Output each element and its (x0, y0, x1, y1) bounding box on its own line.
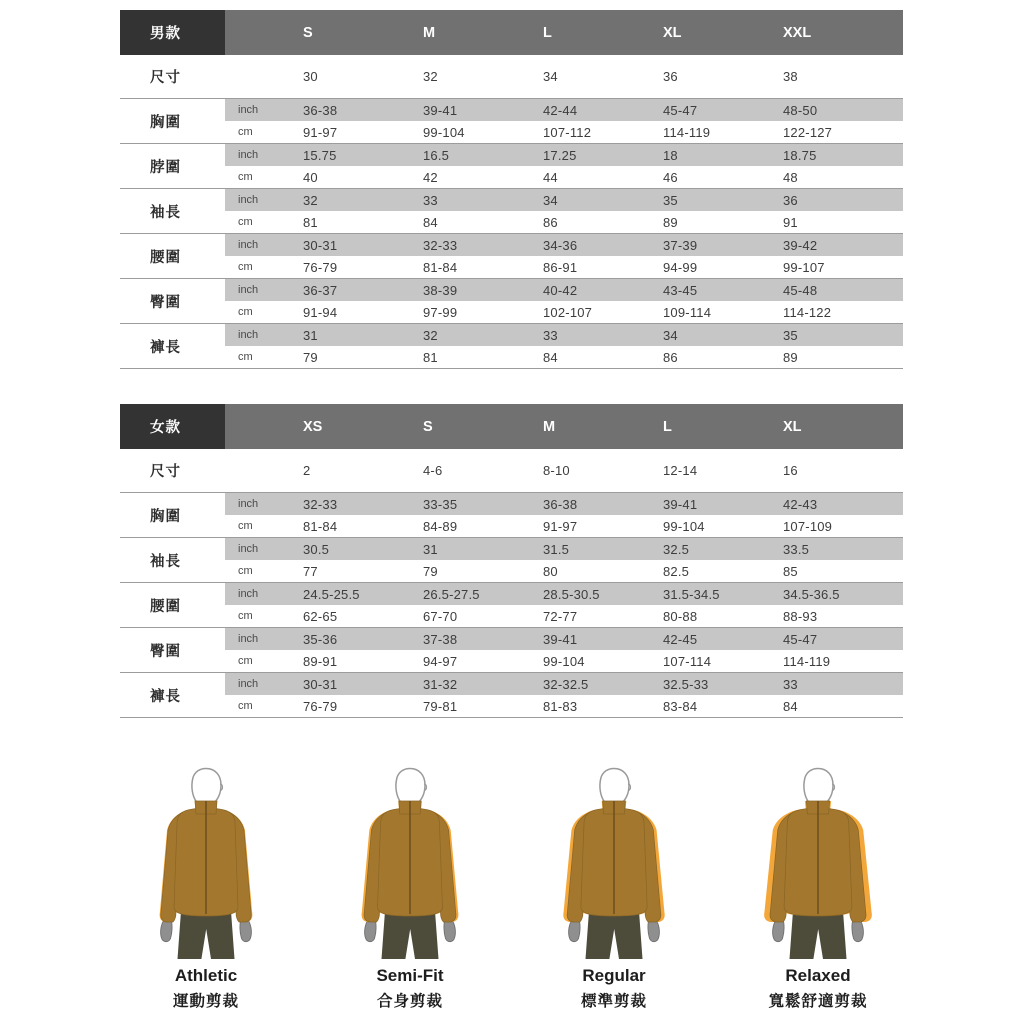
value-cell: 79-81 (423, 698, 458, 714)
pants-shape (790, 911, 847, 959)
size-value: 8-10 (543, 463, 570, 478)
size-tables (0, 10, 1024, 718)
unit-label-cm: cm (238, 700, 253, 712)
value-cell: 28.5-30.5 (543, 583, 663, 605)
value-cell: 32-32.5 (543, 673, 663, 695)
fit-card-regular (516, 762, 712, 1011)
value-cell: 36 (783, 189, 903, 211)
row-label: 臀圍 (120, 279, 225, 323)
measurement-row (120, 323, 903, 368)
row-label: 袖長 (120, 189, 225, 233)
value-cell: 31.5 (543, 538, 663, 560)
size-value: 16 (783, 463, 798, 478)
value-cell: 91-97 (543, 518, 578, 534)
value-cell: 35-36 (303, 628, 423, 650)
value-cell: 79 (423, 563, 438, 579)
value-cell: 89 (783, 349, 798, 365)
value-cell: 38-39 (423, 279, 543, 301)
row-label: 胸圍 (120, 493, 225, 537)
fit-figure-illustration (733, 762, 903, 962)
size-value: 2 (303, 463, 311, 478)
size-value: 30 (303, 69, 318, 84)
row-label: 尺寸 (150, 464, 181, 480)
value-cell: 42 (423, 169, 438, 185)
value-cell: 48-50 (783, 99, 903, 121)
value-cell: 16.5 (423, 144, 543, 166)
value-cell: 107-109 (783, 518, 833, 534)
value-cell: 72-77 (543, 608, 578, 624)
fit-label-zh: 合身剪裁 (376, 993, 443, 1010)
value-cell: 45-47 (663, 99, 783, 121)
value-cell: 32-33 (303, 493, 423, 515)
size-column-header: S (423, 404, 543, 449)
value-cell: 42-45 (663, 628, 783, 650)
value-cell: 42-43 (783, 493, 903, 515)
value-cell: 91 (783, 214, 798, 230)
size-column-header: XS (303, 404, 423, 449)
measurement-row (120, 537, 903, 582)
value-cell: 122-127 (783, 124, 833, 140)
value-cell: 99-104 (423, 124, 465, 140)
size-column-header: S (303, 10, 423, 55)
value-cell: 33 (783, 673, 903, 695)
fit-label-en: Athletic (174, 966, 238, 985)
value-cell: 94-99 (663, 259, 698, 275)
value-cell: 81-84 (303, 518, 338, 534)
size-table-men (120, 10, 903, 369)
value-cell: 32 (303, 189, 423, 211)
value-cell: 82.5 (663, 563, 690, 579)
unit-label-cm: cm (238, 351, 253, 363)
pants-shape (586, 911, 643, 959)
unit-label-cm: cm (238, 261, 253, 273)
row-label: 腰圍 (120, 234, 225, 278)
table-title: 男款 (120, 10, 225, 55)
value-cell: 32-33 (423, 234, 543, 256)
pants-shape (178, 911, 235, 959)
unit-label-cm: cm (238, 565, 253, 577)
value-cell: 39-41 (543, 628, 663, 650)
value-cell: 107-112 (543, 124, 592, 140)
value-cell: 37-38 (423, 628, 543, 650)
value-cell: 62-65 (303, 608, 338, 624)
fit-figure-illustration (529, 762, 699, 962)
value-cell: 32 (423, 324, 543, 346)
unit-label-inch: inch (225, 628, 303, 650)
value-cell: 15.75 (303, 144, 423, 166)
fit-label-zh: 標準剪裁 (580, 993, 647, 1010)
value-cell: 33-35 (423, 493, 543, 515)
value-cell: 24.5-25.5 (303, 583, 423, 605)
value-cell: 91-94 (303, 304, 338, 320)
value-cell: 67-70 (423, 608, 458, 624)
measurement-row (120, 627, 903, 672)
header-spacer (225, 10, 303, 55)
value-cell: 37-39 (663, 234, 783, 256)
value-cell: 26.5-27.5 (423, 583, 543, 605)
measurement-row (120, 143, 903, 188)
fit-card-relaxed (720, 762, 916, 1011)
value-cell: 81 (423, 349, 438, 365)
value-cell: 33 (543, 324, 663, 346)
fit-label-en: Relaxed (785, 966, 851, 985)
fit-label-zh: 運動剪裁 (172, 993, 239, 1010)
fit-label-en: Regular (582, 966, 646, 985)
row-label: 袖長 (120, 538, 225, 582)
value-cell: 80 (543, 563, 558, 579)
right-hand-shape (444, 919, 455, 942)
table-header (120, 10, 903, 55)
numeric-size-row (120, 55, 903, 98)
value-cell: 81-83 (543, 698, 578, 714)
size-column-header: XL (663, 10, 783, 55)
table-header (120, 404, 903, 449)
unit-label-inch: inch (225, 583, 303, 605)
value-cell: 46 (663, 169, 678, 185)
value-cell: 34 (543, 189, 663, 211)
value-cell: 107-114 (663, 653, 712, 669)
value-cell: 84 (423, 214, 438, 230)
value-cell: 45-48 (783, 279, 903, 301)
fit-card-athletic (108, 762, 304, 1011)
value-cell: 42-44 (543, 99, 663, 121)
left-hand-shape (365, 919, 376, 942)
unit-label-cm: cm (238, 216, 253, 228)
value-cell: 80-88 (663, 608, 698, 624)
fit-card-semi-fit (312, 762, 508, 1011)
value-cell: 85 (783, 563, 798, 579)
value-cell: 86-91 (543, 259, 578, 275)
value-cell: 76-79 (303, 698, 338, 714)
unit-label-inch: inch (225, 189, 303, 211)
value-cell: 86 (663, 349, 678, 365)
unit-spacer (225, 55, 303, 98)
value-cell: 32.5 (663, 538, 783, 560)
value-cell: 34.5-36.5 (783, 583, 903, 605)
measurement-row (120, 672, 903, 717)
value-cell: 39-41 (423, 99, 543, 121)
unit-spacer (225, 449, 303, 492)
value-cell: 81-84 (423, 259, 458, 275)
value-cell: 39-42 (783, 234, 903, 256)
size-column-header: M (423, 10, 543, 55)
value-cell: 35 (663, 189, 783, 211)
value-cell: 114-122 (783, 304, 832, 320)
size-column-header: XXL (783, 10, 903, 55)
measurement-row (120, 233, 903, 278)
unit-label-inch: inch (225, 324, 303, 346)
value-cell: 48 (783, 169, 798, 185)
right-hand-shape (852, 919, 863, 942)
unit-label-cm: cm (238, 610, 253, 622)
unit-label-inch: inch (225, 673, 303, 695)
value-cell: 97-99 (423, 304, 458, 320)
value-cell: 102-107 (543, 304, 593, 320)
right-hand-shape (648, 919, 659, 942)
measurement-row (120, 98, 903, 143)
unit-label-inch: inch (225, 234, 303, 256)
value-cell: 86 (543, 214, 558, 230)
fit-figure-illustration (325, 762, 495, 962)
value-cell: 89 (663, 214, 678, 230)
size-table-women (120, 404, 903, 718)
size-column-header: L (663, 404, 783, 449)
row-label: 褲長 (120, 673, 225, 717)
value-cell: 99-104 (543, 653, 585, 669)
value-cell: 79 (303, 349, 318, 365)
numeric-size-row (120, 449, 903, 492)
unit-label-inch: inch (225, 144, 303, 166)
fit-label-zh: 寬鬆舒適剪裁 (768, 993, 868, 1010)
value-cell: 33.5 (783, 538, 903, 560)
value-cell: 83-84 (663, 698, 698, 714)
value-cell: 31 (423, 538, 543, 560)
value-cell: 109-114 (663, 304, 712, 320)
value-cell: 84 (543, 349, 558, 365)
value-cell: 17.25 (543, 144, 663, 166)
value-cell: 35 (783, 324, 903, 346)
row-label: 腰圍 (120, 583, 225, 627)
value-cell: 43-45 (663, 279, 783, 301)
value-cell: 91-97 (303, 124, 338, 140)
size-value: 36 (663, 69, 678, 84)
unit-label-cm: cm (238, 520, 253, 532)
value-cell: 34 (663, 324, 783, 346)
value-cell: 18.75 (783, 144, 903, 166)
size-column-header: XL (783, 404, 903, 449)
unit-label-inch: inch (225, 493, 303, 515)
measurement-row (120, 188, 903, 233)
value-cell: 89-91 (303, 653, 338, 669)
unit-label-cm: cm (238, 126, 253, 138)
right-hand-shape (240, 919, 251, 942)
value-cell: 34-36 (543, 234, 663, 256)
header-spacer (225, 404, 303, 449)
value-cell: 114-119 (663, 124, 711, 140)
unit-label-inch: inch (225, 538, 303, 560)
size-value: 4-6 (423, 463, 443, 478)
value-cell: 18 (663, 144, 783, 166)
left-hand-shape (161, 919, 172, 942)
value-cell: 31.5-34.5 (663, 583, 783, 605)
value-cell: 81 (303, 214, 318, 230)
value-cell: 94-97 (423, 653, 458, 669)
value-cell: 76-79 (303, 259, 338, 275)
value-cell: 32.5-33 (663, 673, 783, 695)
value-cell: 31 (303, 324, 423, 346)
size-value: 32 (423, 69, 438, 84)
size-value: 38 (783, 69, 798, 84)
row-label: 脖圍 (120, 144, 225, 188)
row-label: 尺寸 (150, 70, 181, 86)
fit-figure-illustration (121, 762, 291, 962)
value-cell: 44 (543, 169, 558, 185)
value-cell: 99-107 (783, 259, 825, 275)
left-hand-shape (773, 919, 784, 942)
size-value: 12-14 (663, 463, 698, 478)
value-cell: 36-37 (303, 279, 423, 301)
row-label: 胸圍 (120, 99, 225, 143)
fit-guide (108, 762, 916, 1011)
value-cell: 30-31 (303, 234, 423, 256)
row-label: 臀圍 (120, 628, 225, 672)
value-cell: 36-38 (543, 493, 663, 515)
value-cell: 30-31 (303, 673, 423, 695)
value-cell: 40-42 (543, 279, 663, 301)
value-cell: 36-38 (303, 99, 423, 121)
size-column-header: M (543, 404, 663, 449)
measurement-row (120, 582, 903, 627)
fit-label-en: Semi-Fit (376, 966, 444, 985)
row-label: 褲長 (120, 324, 225, 368)
unit-label-cm: cm (238, 655, 253, 667)
size-value: 34 (543, 69, 558, 84)
table-title: 女款 (120, 404, 225, 449)
left-hand-shape (569, 919, 580, 942)
unit-label-cm: cm (238, 171, 253, 183)
value-cell: 45-47 (783, 628, 903, 650)
value-cell: 31-32 (423, 673, 543, 695)
value-cell: 99-104 (663, 518, 705, 534)
value-cell: 88-93 (783, 608, 818, 624)
measurement-row (120, 278, 903, 323)
value-cell: 84-89 (423, 518, 458, 534)
unit-label-inch: inch (225, 279, 303, 301)
value-cell: 33 (423, 189, 543, 211)
pants-shape (382, 911, 439, 959)
value-cell: 39-41 (663, 493, 783, 515)
value-cell: 77 (303, 563, 318, 579)
value-cell: 114-119 (783, 653, 831, 669)
value-cell: 40 (303, 169, 318, 185)
unit-label-inch: inch (225, 99, 303, 121)
value-cell: 84 (783, 698, 798, 714)
size-column-header: L (543, 10, 663, 55)
measurement-row (120, 492, 903, 537)
unit-label-cm: cm (238, 306, 253, 318)
value-cell: 30.5 (303, 538, 423, 560)
